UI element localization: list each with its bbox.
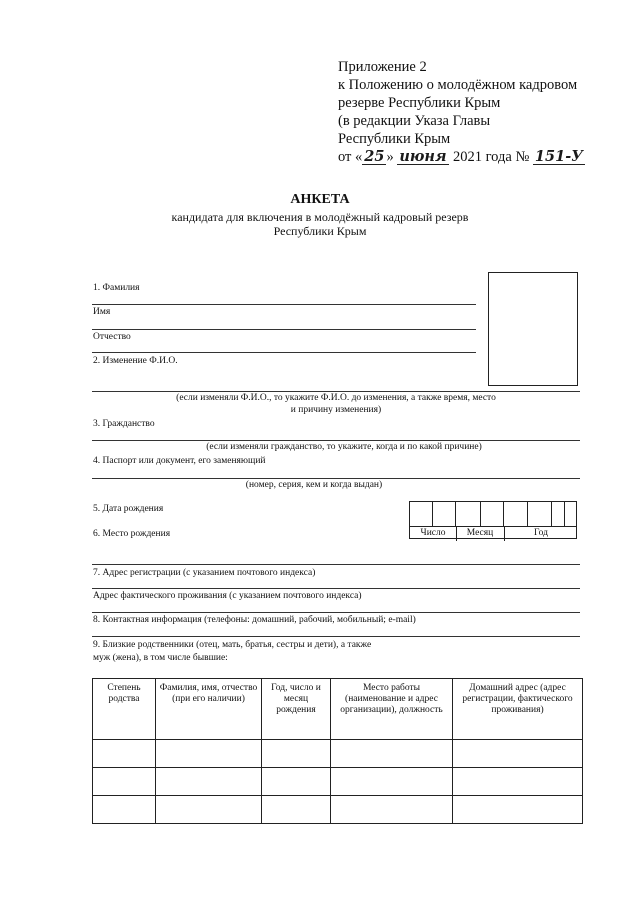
form-subtitle <box>0 210 640 238</box>
name-line[interactable] <box>92 329 476 330</box>
date-quote: » <box>386 149 394 165</box>
table-row <box>93 740 583 768</box>
appendix-line-3: резерве Республики Крым <box>338 95 501 111</box>
birth-place-label: 6. Место рождения <box>93 529 171 539</box>
relatives-table <box>92 678 583 824</box>
citizenship-label: 3. Гражданство <box>93 419 155 429</box>
date-digit-cell[interactable] <box>410 502 565 526</box>
relatives-label-line-2: муж (жена), в том числе бывшие: <box>93 653 228 663</box>
date-year: 2021 года № <box>452 149 530 165</box>
name-change-label: 2. Изменение Ф.И.О. <box>93 356 178 366</box>
name-change-hint-1: (если изменяли Ф.И.О., то укажите Ф.И.О. до изменения, а также время, место <box>176 393 496 403</box>
date-year-label: Год <box>534 528 548 538</box>
table-row <box>93 768 583 796</box>
table-cell[interactable] <box>331 796 453 824</box>
actual-address-label: Адрес фактического проживания (с указанием почтового индекса) <box>93 591 362 601</box>
name-change-hint-2: и причину изменения) <box>290 405 382 415</box>
table-cell[interactable] <box>156 796 262 824</box>
form-subtitle-line-1: кандидата для включения в молодёжный кадровый резерв <box>171 210 469 224</box>
relatives-header-relation: Степень родства <box>93 679 156 740</box>
name-change-line[interactable] <box>92 391 580 392</box>
contacts-label: 8. Контактная информация (телефоны: домашний, рабочий, мобильный; e-mail) <box>93 615 416 625</box>
form-title: АНКЕТА <box>290 192 350 207</box>
surname-label: 1. Фамилия <box>93 283 140 293</box>
appendix-header <box>338 58 585 166</box>
birth-date-grid <box>409 501 577 539</box>
relatives-table-header-row <box>93 679 583 740</box>
date-day-handwritten: 25 <box>364 148 385 165</box>
passport-label: 4. Паспорт или документ, его заменяющий <box>93 456 266 466</box>
date-labels-row <box>410 526 576 540</box>
table-cell[interactable] <box>331 740 453 768</box>
date-month-label: Месяц <box>466 528 494 538</box>
appendix-line-1: Приложение 2 <box>338 59 427 75</box>
table-row <box>93 796 583 824</box>
relatives-header-fullname: Фамилия, имя, отчество (при его наличии) <box>156 679 262 740</box>
citizenship-line[interactable] <box>92 440 580 441</box>
decree-number-handwritten: 151-У <box>534 148 583 165</box>
table-cell[interactable] <box>156 740 262 768</box>
birth-date-label: 5. Дата рождения <box>93 504 164 514</box>
table-cell[interactable] <box>453 796 583 824</box>
relatives-header-workplace: Место работы (наименование и адрес организации), должность <box>331 679 453 740</box>
name-label: Имя <box>93 307 111 317</box>
table-cell[interactable] <box>331 768 453 796</box>
table-cell[interactable] <box>262 740 331 768</box>
registration-address-label: 7. Адрес регистрации (с указанием почтового индекса) <box>93 568 316 578</box>
relatives-header-birthdate: Год, число и месяц рождения <box>262 679 331 740</box>
relatives-header-address: Домашний адрес (адрес регистрации, фактического проживания) <box>453 679 583 740</box>
photo-box[interactable] <box>488 272 578 386</box>
date-month-handwritten: июня <box>397 150 449 165</box>
birth-place-line[interactable] <box>92 564 580 565</box>
table-cell[interactable] <box>93 796 156 824</box>
table-cell[interactable] <box>93 740 156 768</box>
table-cell[interactable] <box>262 796 331 824</box>
table-cell[interactable] <box>156 768 262 796</box>
appendix-line-4: (в редакции Указа Главы <box>338 113 491 129</box>
appendix-line-5: Республики Крым <box>338 131 451 147</box>
table-cell[interactable] <box>93 768 156 796</box>
surname-line[interactable] <box>92 304 476 305</box>
appendix-line-2: к Положению о молодёжном кадровом <box>338 77 578 93</box>
citizenship-hint: (если изменяли гражданство, то укажите, когда и по какой причине) <box>206 442 482 452</box>
passport-hint: (номер, серия, кем и когда выдан) <box>245 480 383 490</box>
table-cell[interactable] <box>453 768 583 796</box>
relatives-label-line-1: 9. Близкие родственники (отец, мать, братья, сестры и дети), а также <box>93 640 372 650</box>
patronymic-label: Отчество <box>93 332 131 342</box>
table-cell[interactable] <box>453 740 583 768</box>
date-prefix: от « <box>338 149 363 165</box>
passport-line[interactable] <box>92 478 580 479</box>
actual-address-line[interactable] <box>92 612 580 613</box>
form-subtitle-line-2: Республики Крым <box>273 224 367 238</box>
contacts-line[interactable] <box>92 636 580 637</box>
patronymic-line[interactable] <box>92 352 476 353</box>
registration-address-line[interactable] <box>92 588 580 589</box>
table-cell[interactable] <box>262 768 331 796</box>
date-day-label: Число <box>420 528 446 538</box>
appendix-date-line <box>338 148 585 166</box>
